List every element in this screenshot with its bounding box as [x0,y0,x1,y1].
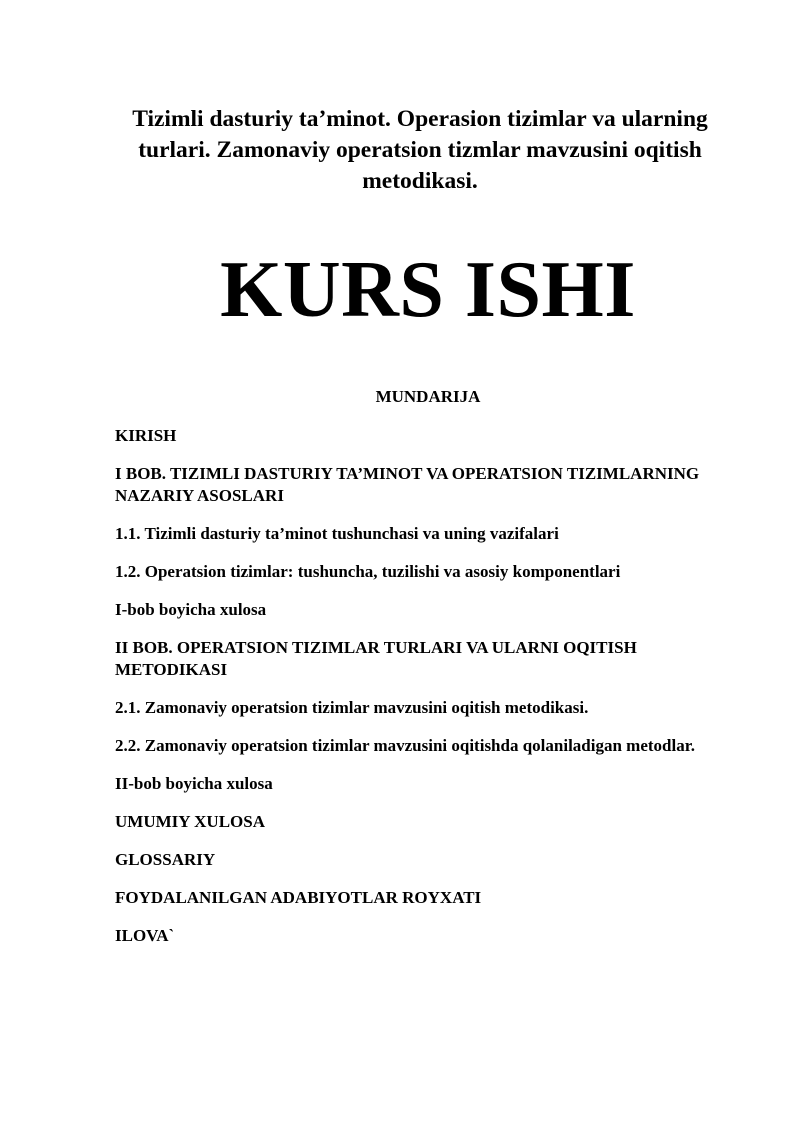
toc-item-appendix: ILOVA` [115,926,175,945]
toc-item-chapter-1-conclusion: I-bob boyicha xulosa [115,600,267,619]
toc-item-section-1-2: 1.2. Operatsion tizimlar: tushuncha, tuzilishi va asosiy komponentlari [115,562,621,581]
toc-item-chapter-1: I BOB. TIZIMLI DASTURIY TA’MINOT VA OPERATSION TIZIMLARNING NAZARIY ASOSLARI [115,464,700,505]
toc-item-chapter-2-conclusion: II-bob boyicha xulosa [115,774,273,793]
toc-item-section-1-1: 1.1. Tizimli dasturiy ta’minot tushunchasi va uning vazifalari [115,524,559,543]
toc-item-kirish: KIRISH [115,426,177,445]
toc-item-section-2-2: 2.2. Zamonaviy operatsion tizimlar mavzusini oqitishda qolaniladigan metodlar. [115,736,695,755]
main-heading: KURS ISHI [220,246,636,334]
toc-item-glossary: GLOSSARIY [115,850,216,869]
document-title: Tizimli dasturiy ta’minot. Operasion tizimlar va ularning turlari. Zamonaviy operatsion tizmlar mavzusini oqitish metodikasi. [132,106,708,194]
toc-item-bibliography: FOYDALANILGAN ADABIYOTLAR ROYXATI [115,888,482,907]
toc-item-general-conclusion: UMUMIY XULOSA [115,812,266,831]
table-of-contents [115,425,715,963]
toc-item-section-2-1: 2.1. Zamonaviy operatsion tizimlar mavzusini oqitish metodikasi. [115,698,589,717]
toc-heading: MUNDARIJA [375,387,481,406]
toc-item-chapter-2: II BOB. OPERATSION TIZIMLAR TURLARI VA ULARNI OQITISH METODIKASI [115,638,637,679]
